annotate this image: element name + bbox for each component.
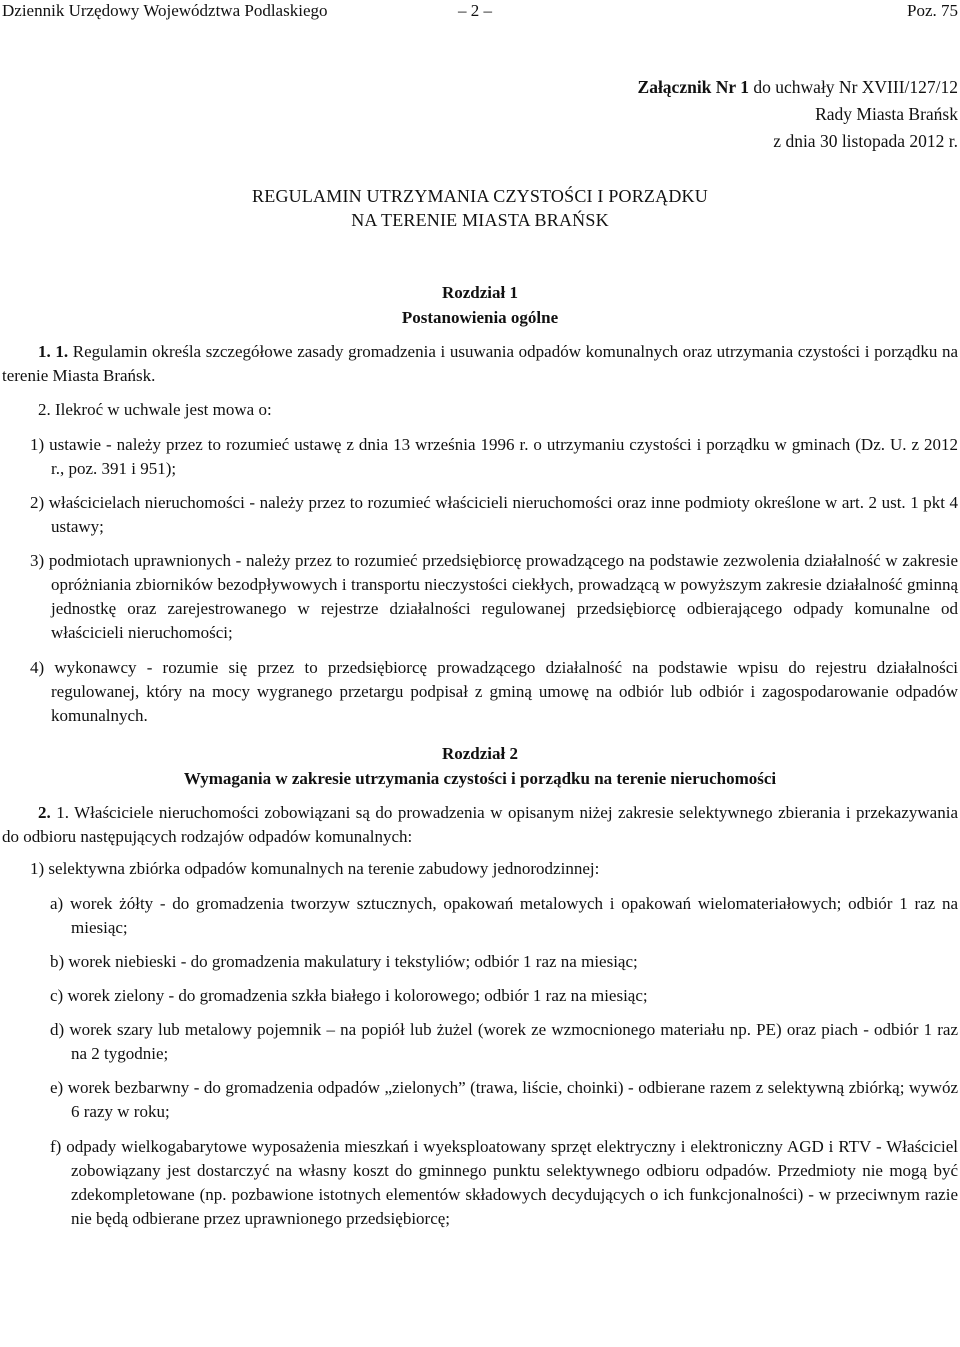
paragraph-number: 2. <box>38 400 51 420</box>
paragraph-text: Regulamin określa szczegółowe zasady gromadzenia i usuwania odpadów komunalnych oraz utrzymania czystości i porządku na terenie Miasta Brańsk. <box>2 342 959 386</box>
page-marker: – 2 – <box>458 1 492 20</box>
position-number: Poz. 75 <box>907 1 958 20</box>
bag-item-grey: d) worek szary lub metalowy pojemnik – na popiół lub żużel (worek ze wzmocnionego materiału np. PE) oraz piach - odbiór 1 raz na 2 tygodnie; <box>50 1020 958 1064</box>
bulky-waste-item: f) odpady wielkogabarytowe wyposażenia mieszkań i wyeksploatowany sprzęt elektryczny i elektroniczny AGD i RTV - Właściciel zobowiązany jest dostarczyć na własny koszt do gminnego punktu selektywnego odbioru odpadów. Przedmioty nie mogą być zdekompletowane (np. pozbawione istotnych elementów składowych decydujących o ich funkcjonalności) - w przeciwnym razie nie będą odbierane przez uprawnionego przedsiębiorcę; <box>50 1136 958 1228</box>
paragraph-text: 1. Właściciele nieruchomości zobowiązani są do prowadzenia w opisanym niżej zakresie selektywnego zbierania i przekazywania do odbioru następujących rodzajów odpadów komunalnych: <box>2 803 958 847</box>
title-line-1: REGULAMIN UTRZYMANIA CZYSTOŚCI I PORZĄDKU <box>252 186 708 207</box>
title-line-2: NA TERENIE MIASTA BRAŃSK <box>351 210 609 231</box>
paragraph-number: 2. <box>38 803 51 823</box>
paragraph-1-2 <box>2 398 958 422</box>
definitions-list <box>2 433 958 728</box>
chapter-1-number: Rozdział 1 <box>441 282 519 302</box>
definition-item: 1) ustawie - należy przez to rozumieć ustawę z dnia 13 września 1996 r. o utrzymaniu czystości i porządku w gminach (Dz. U. z 2012 r., poz. 391 i 951); <box>30 434 958 478</box>
definition-item: 2) właścicielach nieruchomości - należy przez to rozumieć właścicieli nieruchomości oraz inne podmioty określone w art. 2 ust. 1 pkt 4 ustawy; <box>30 492 958 536</box>
paragraph-2-1 <box>2 801 958 849</box>
chapter-2-title: Wymagania w zakresie utrzymania czystości i porządku na terenie nieruchomości <box>183 768 777 788</box>
annex-line-3: z dnia 30 listopada 2012 r. <box>773 131 958 152</box>
chapter-1-title: Postanowienia ogólne <box>401 307 559 327</box>
bag-item-green: c) worek zielony - do gromadzenia szkła białego i kolorowego; odbiór 1 raz na miesiąc; <box>50 985 648 1005</box>
journal-name: Dziennik Urzędowy Województwa Podlaskiego <box>2 1 328 20</box>
paragraph-number: 1. 1. <box>38 342 69 362</box>
collection-subitems <box>16 892 958 1232</box>
annex-line-1 <box>2 74 958 101</box>
paragraph-1-1 <box>2 340 958 388</box>
annex-line-2: Rady Miasta Brańsk <box>815 104 958 125</box>
chapter-1-heading <box>2 281 958 330</box>
bag-item-blue: b) worek niebieski - do gromadzenia makulatury i tekstyliów; odbiór 1 raz na miesiąc; <box>50 951 638 971</box>
paragraph-text: Ilekroć w uchwale jest mowa o: <box>50 400 272 420</box>
definition-item: 3) podmiotach uprawnionych - należy przez to rozumieć przedsiębiorcę prowadzącego na podstawie zezwolenia działalność w zakresie opróżniania zbiorników bezodpływowych i transportu nieczystości ciekłych, prowadzącą w powyższym zakresie działalność gminną jednostkę oraz zarejestrowanego w rejestrze działalności regulowanej przedsiębiorcę odbierającego odpady komunalne od właścicieli nieruchomości; <box>30 551 958 643</box>
collection-list <box>2 857 958 1231</box>
document-title <box>2 185 958 233</box>
bag-item-clear: e) worek bezbarwny - do gromadzenia odpadów „zielonych” (trawa, liście, choinki) - odbierane razem z selektywną zbiórką; wywóz 6 razy w roku; <box>50 1078 958 1122</box>
annex-number: Załącznik Nr 1 <box>637 77 750 97</box>
annex-block <box>2 74 958 155</box>
bag-item-yellow: a) worek żółty - do gromadzenia tworzyw sztucznych, opakowań metalowych i opakowań wielomateriałowych; odbiór 1 raz na miesiąc; <box>50 893 958 937</box>
chapter-2-heading <box>2 742 958 791</box>
running-header <box>2 0 958 22</box>
chapter-2-number: Rozdział 2 <box>441 743 519 763</box>
definition-item: 4) wykonawcy - rozumie się przez to przedsiębiorcę prowadzącego działalność na podstawie wpisu do rejestru działalności regulowanej, który na mocy wygranego przetargu podpisał z gminą umowę na odbiór lub odbiór i zagospodarowanie odpadów komunalnych. <box>30 657 958 725</box>
annex-resolution: do uchwały Nr XVIII/127/12 <box>749 77 958 97</box>
collection-item-1: 1) selektywna zbiórka odpadów komunalnych na terenie zabudowy jednorodzinnej: <box>30 859 600 879</box>
